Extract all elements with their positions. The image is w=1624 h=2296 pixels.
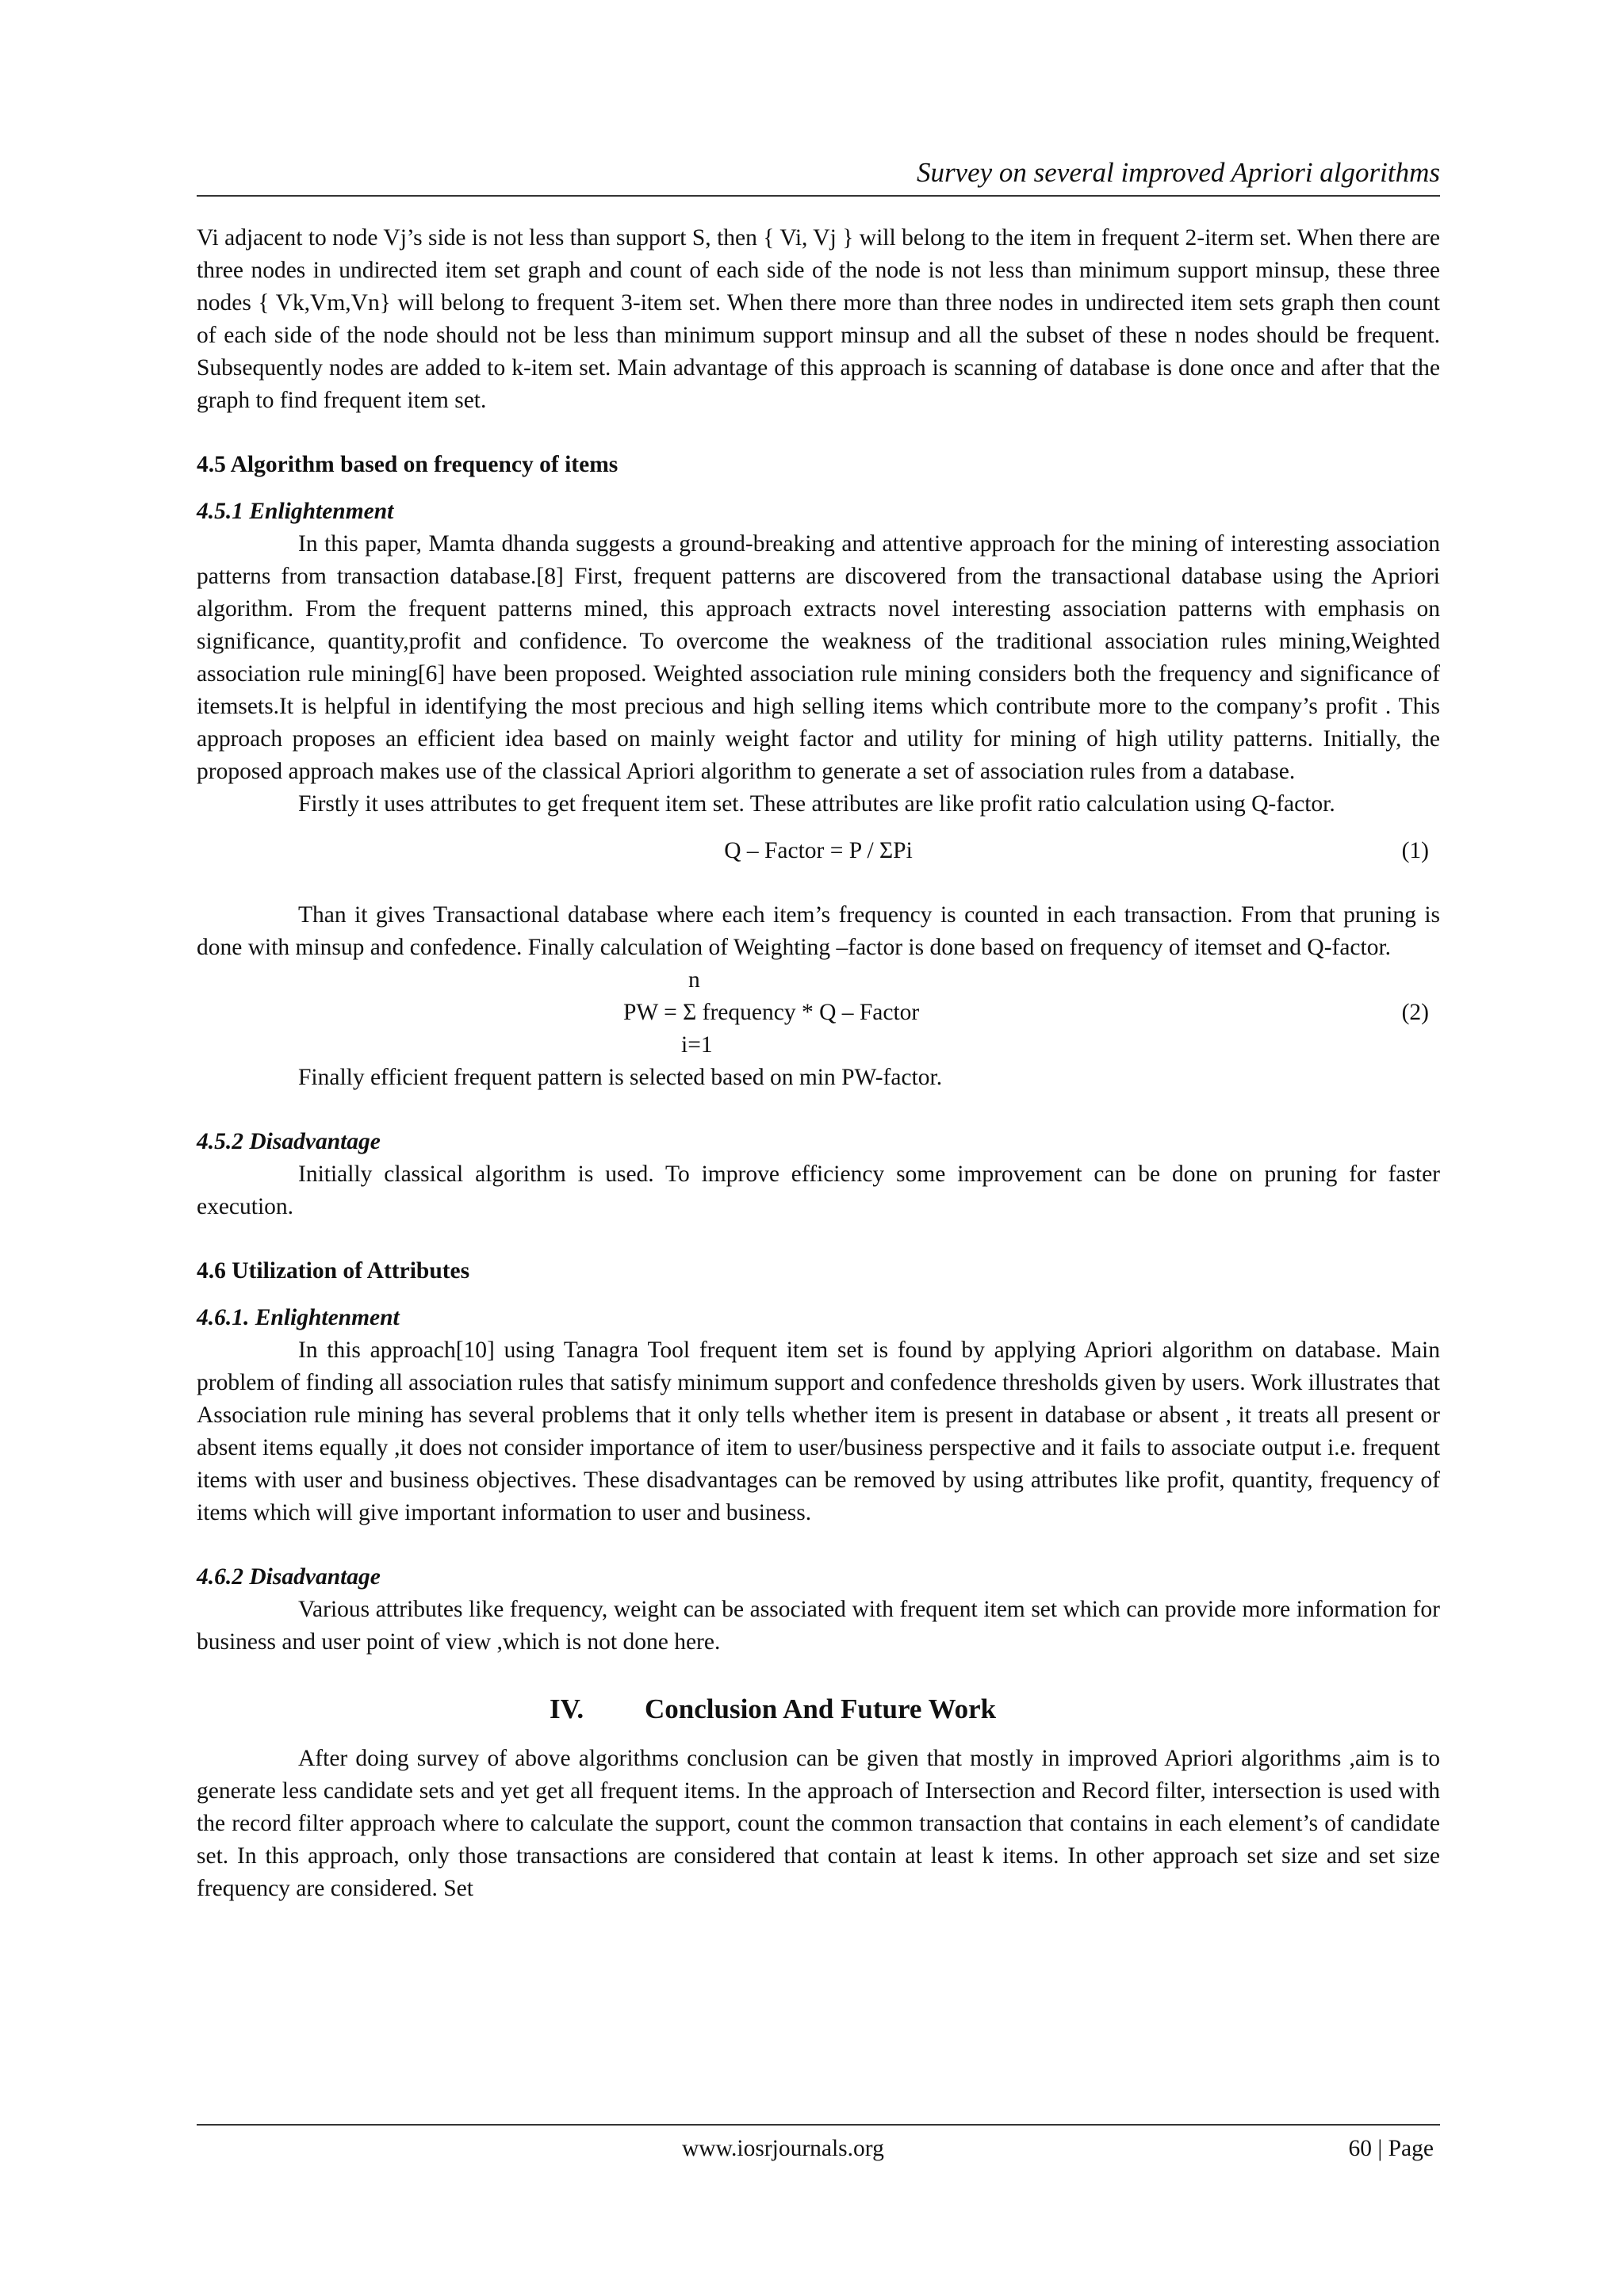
- footer-website: www.iosrjournals.org: [682, 2136, 884, 2161]
- paragraph-4-5-2: Initially classical algorithm is used. To improve efficiency some improvement can be done on pruning for faster execution.: [197, 1161, 1440, 1219]
- footer-rule: [197, 2124, 1440, 2126]
- equation-2: [197, 964, 1440, 1062]
- equation-2-number: (2): [1401, 1000, 1429, 1025]
- equation-1-text: Q – Factor = P / ΣPi: [724, 838, 913, 863]
- footer-page-number: 60 | Page: [1348, 2136, 1434, 2161]
- equation-2-text: PW = Σ frequency * Q – Factor: [623, 1000, 920, 1025]
- heading-4-6: 4.6 Utilization of Attributes: [197, 1258, 470, 1284]
- heading-4-6-2: 4.6.2 Disadvantage: [197, 1564, 381, 1590]
- equation-2-upper-limit: n: [688, 967, 700, 993]
- heading-4-6-1: 4.6.1. Enlightenment: [197, 1305, 400, 1330]
- paragraph-4-5-1-c: Than it gives Transactional database where each item’s frequency is counted in each transaction. From that pruning is done with minsup and confedence. Finally calculation of Weighting –factor is done based on frequency of itemset and Q-factor.: [197, 902, 1440, 960]
- section-number: IV.: [550, 1693, 584, 1724]
- running-title: Survey on several improved Apriori algorithms: [916, 157, 1440, 188]
- paragraph-4-5-1-a: In this paper, Mamta dhanda suggests a ground-breaking and attentive approach for the mining of interesting association patterns from transaction database.[8] First, frequent patterns are discovered from the transactional database using the Apriori algorithm. From the frequent patterns mined, this approach extracts novel interesting association patterns with emphasis on significance, quantity,profit and confidence. To overcome the weakness of the traditional association rules mining,Weighted association rule mining[6] have been proposed. Weighted association rule mining considers both the frequency and significance of itemsets.It is helpful in identifying the most precious and high selling items which contribute more to the company’s profit . This approach proposes an efficient idea based on mainly weight factor and utility for mining of high utility patterns. Initially, the proposed approach makes use of the classical Apriori algorithm to generate a set of association rules from a database.: [197, 531, 1440, 784]
- equation-1: [197, 835, 1440, 867]
- equation-1-number: (1): [1401, 838, 1429, 863]
- heading-4-5-1: 4.5.1 Enlightenment: [197, 499, 394, 524]
- equation-2-lower-limit: i=1: [681, 1032, 713, 1058]
- paragraph-4-5-1-d: Finally efficient frequent pattern is selected based on min PW-factor.: [298, 1065, 943, 1090]
- paragraph-4-6-1: In this approach[10] using Tanagra Tool frequent item set is found by applying Apriori algorithm on database. Main problem of finding all association rules that satisfy minimum support and confedence thresholds given by users. Work illustrates that Association rule mining has several problems that it only tells whether item is present in database or absent , it treats all present or absent items equally ,it does not consider importance of item to user/business perspective and it fails to associate output i.e. frequent items with user and business objectives. These disadvantages can be removed by using attributes like profit, quantity, frequency of items which will give important information to user and business.: [197, 1337, 1440, 1525]
- header-rule: [197, 195, 1440, 197]
- heading-4-5-2: 4.5.2 Disadvantage: [197, 1129, 381, 1154]
- paragraph-intro: Vi adjacent to node Vj’s side is not less than support S, then { Vi, Vj } will belong to the item in frequent 2-iterm set. When there are three nodes in undirected item set graph and count of each side of the node is not less than minimum support minsup, these three nodes { Vk,Vm,Vn} will belong to frequent 3-item set. When there more than three nodes in undirected item sets graph then count of each side of the node should not be less than minimum support minsup and all the subset of these n nodes should be frequent. Subsequently nodes are added to k-item set. Main advantage of this approach is scanning of database is done once and after that the graph to find frequent item set.: [197, 225, 1440, 413]
- paragraph-4-5-1-b: Firstly it uses attributes to get frequent item set. These attributes are like profit ratio calculation using Q-factor.: [298, 791, 1335, 817]
- paragraph-4-6-2: Various attributes like frequency, weight can be associated with frequent item set which can provide more information for business and user point of view ,which is not done here.: [197, 1597, 1440, 1655]
- body-content: [197, 222, 1440, 1905]
- section-heading-conclusion: [197, 1690, 1440, 1728]
- heading-4-5: 4.5 Algorithm based on frequency of items: [197, 452, 619, 477]
- section-title: Conclusion And Future Work: [645, 1693, 997, 1724]
- paragraph-conclusion: After doing survey of above algorithms conclusion can be given that mostly in improved Apriori algorithms ,aim is to generate less candidate sets and yet get all frequent items. In the approach of Intersection and Record filter, intersection is used with the record filter approach where to calculate the support, count the common transaction that contains in each element’s of candidate set. In this approach, only those transactions are considered that contain at least k items. In other approach set size and set size frequency are considered. Set: [197, 1746, 1440, 1901]
